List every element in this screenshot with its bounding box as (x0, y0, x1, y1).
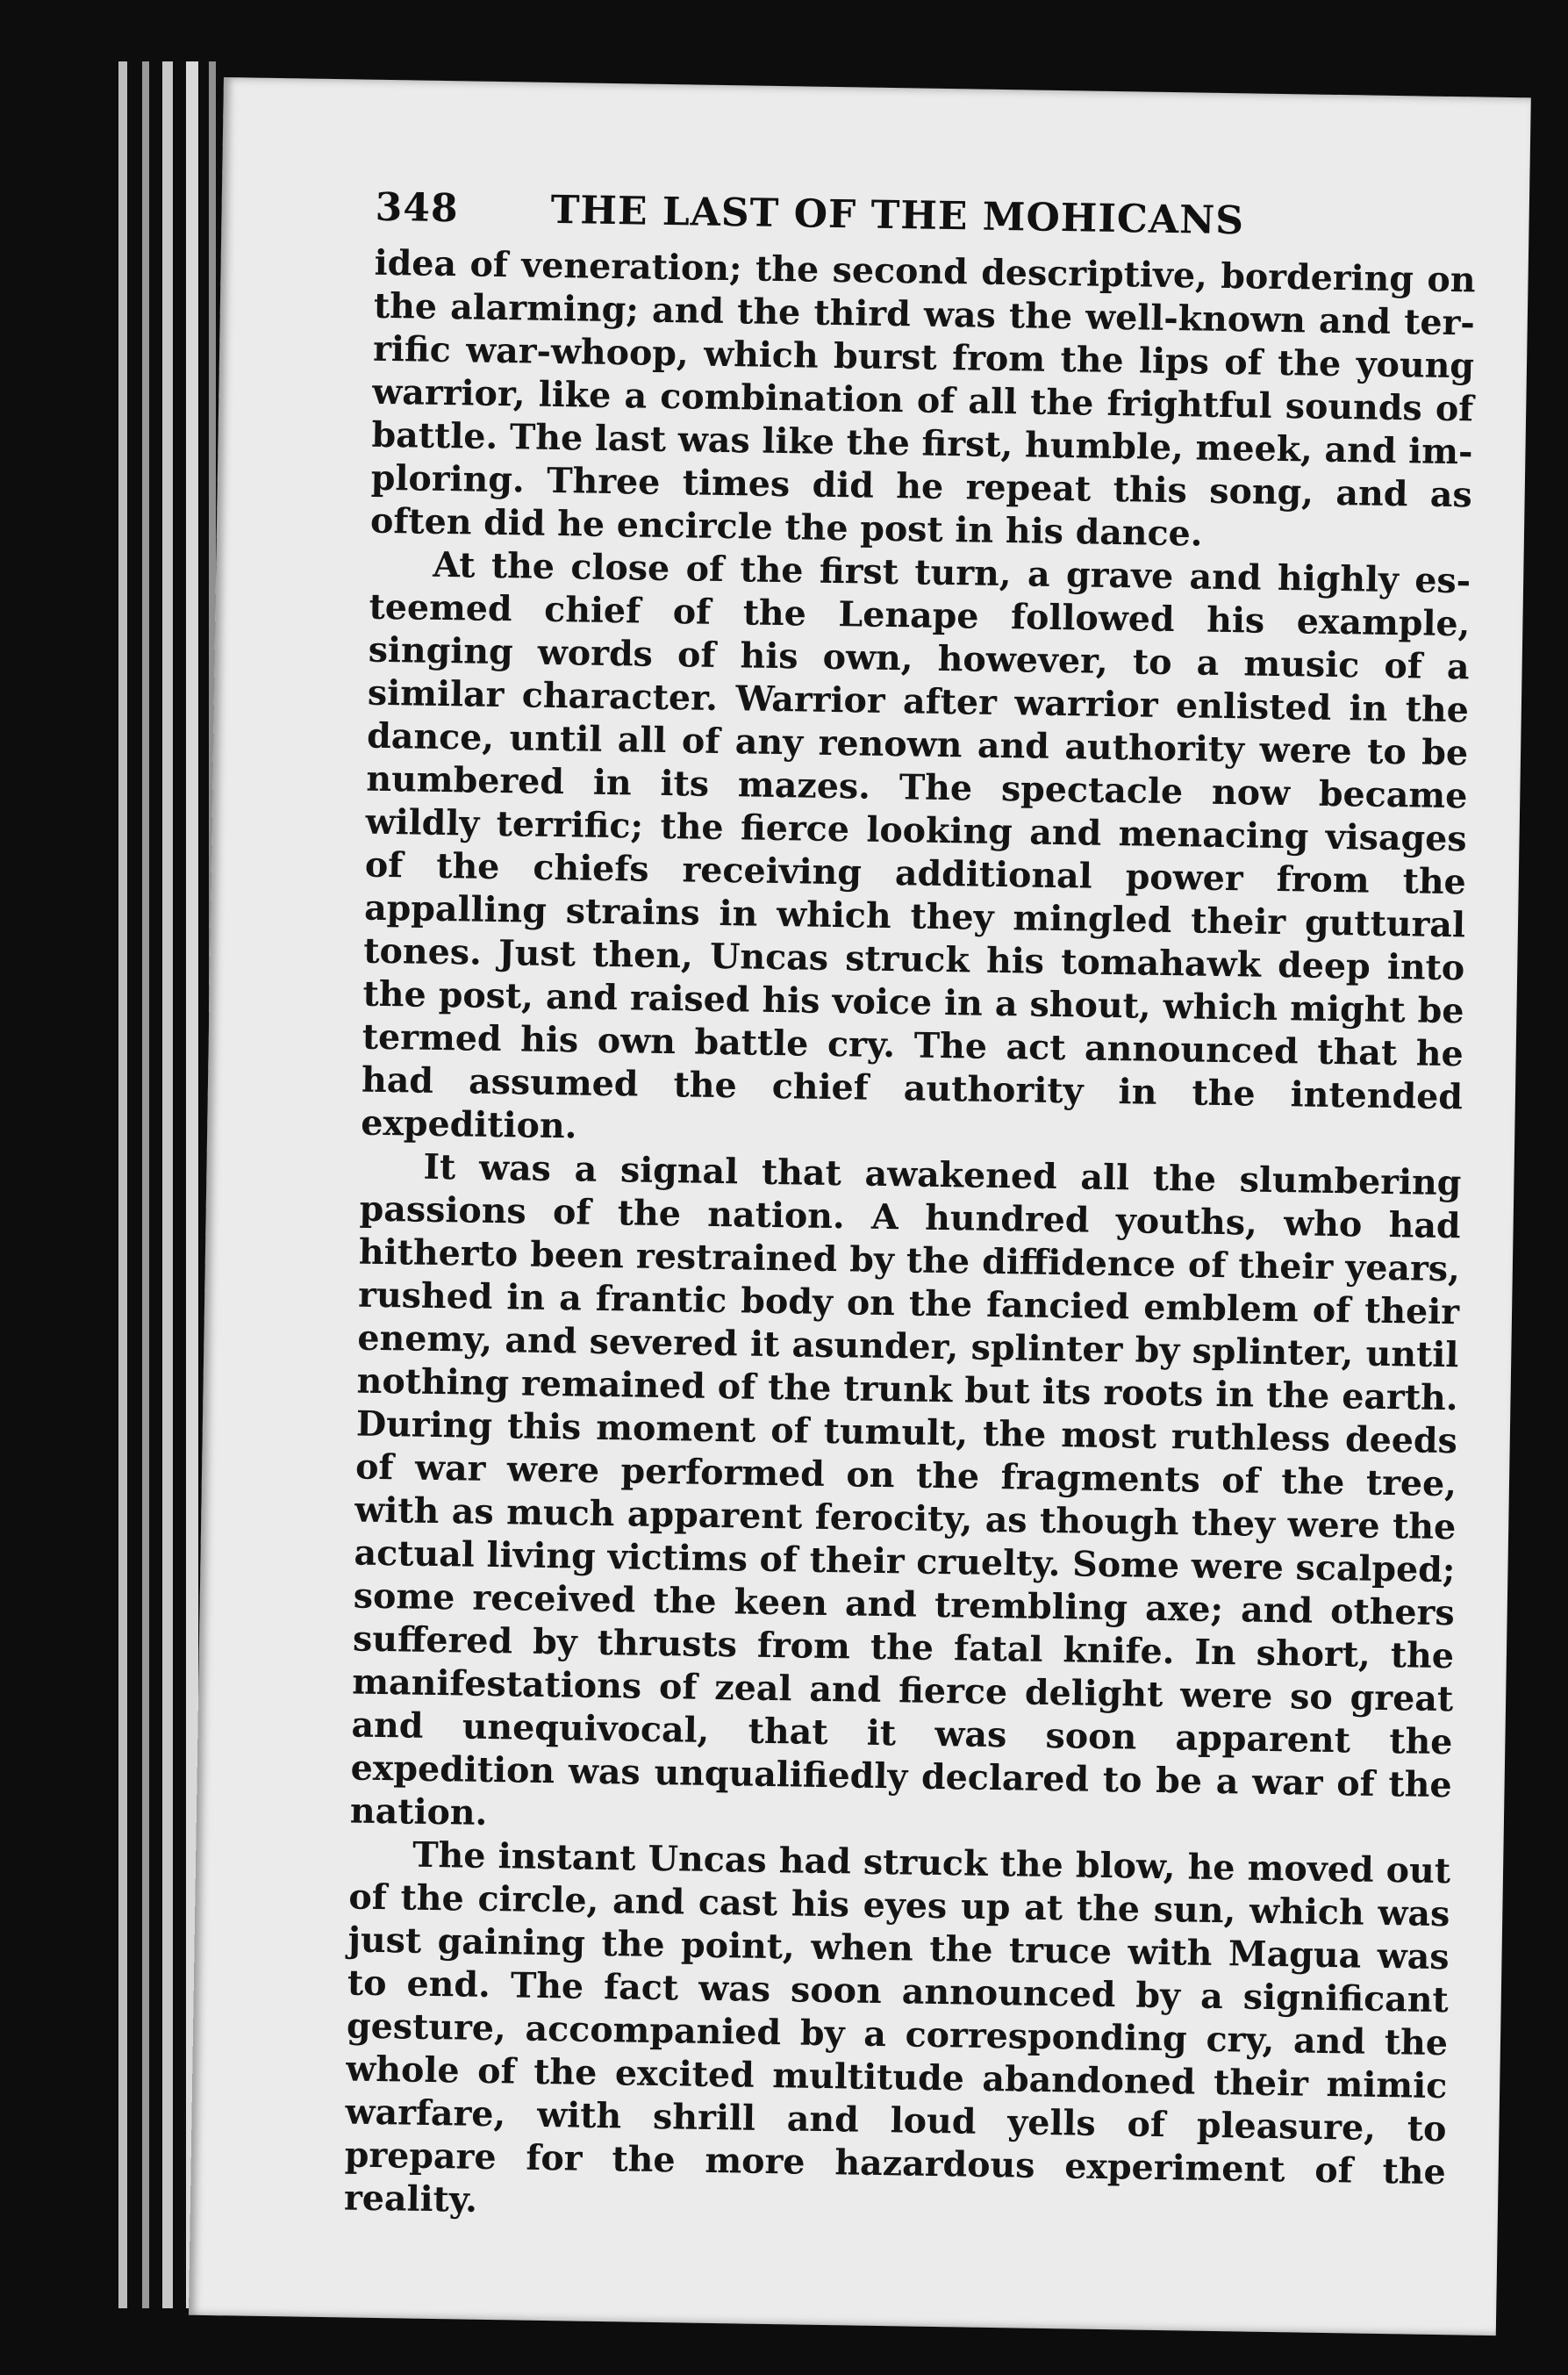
paragraph: The instant Uncas had struck the blow, he moved out of the circle, and cast his eyes up at the sun, which was just gaining the point, when the truce with Magua was to end. The fact was soon announced by a significant gesture, accompanied by a corresponding cry, and the whole of the excited multitude abandoned their mimic warfare, with shrill and loud yells of pleasure, to prepare for the more hazardous experiment of the reality. (343, 1834, 1451, 2221)
paragraph: It was a signal that awakened all the slumbering passions of the nation. A hundred youths, who had hitherto been restrained by the diffidence of their years, rushed in a frantic body on the fancied emblem of their enemy, and severed it asunder, splinter by splinter, until nothing remained of the trunk but its roots in the earth. During this moment of tumult, the most ruthless deeds of war were performed on the fragments of the tree, with as much apparent ferocity, as though they were the actual living victims of their cruelty. Some were scalped; some received the keen and trembling axe; and others suffered by thrusts from the fatal knife. In short, the manifestations of zeal and fierce delight were so great and unequivocal, that it was soon apparent the expedition was unqualifiedly declared to be a war of the nation. (349, 1146, 1462, 1833)
page-content (344, 185, 1477, 2237)
running-title: THE LAST OF THE MOHICANS (550, 187, 1245, 244)
book-edge-stripe (142, 61, 149, 2308)
running-head (375, 185, 1477, 248)
book-edge-stripe (162, 61, 173, 2308)
book-page (189, 77, 1531, 2336)
book-edge-stripe (118, 61, 127, 2308)
paragraph: At the close of the first turn, a grave and highly esteemed chief of the Lenape followed his example, singing words of his own, however, to a music of a similar character. Warrior after warrior enlisted in the dance, until all of any renown and authority were to be numbered in its mazes. The spectacle now became wildly terrific; the fierce looking and menacing visages of the chiefs receiving additional power from the appalling strains in which they mingled their guttural tones. Just then, Uncas struck his tomahawk deep into the post, and raised his voice in a shout, which might be termed his own battle cry. The act announced that he had assumed the chief authority in the intended expedition. (360, 544, 1471, 1147)
body-text (344, 242, 1476, 2237)
paragraph: idea of veneration; the second descriptive, bordering on the alarming; and the third was the well-known and terrific war-whoop, which burst from the lips of the young warrior, like a combination of all the frightful sounds of battle. The last was like the first, humble, meek, and imploring. Three times did he repeat this song, and as often did he encircle the post in his dance. (369, 242, 1476, 555)
page-number: 348 (375, 184, 459, 232)
